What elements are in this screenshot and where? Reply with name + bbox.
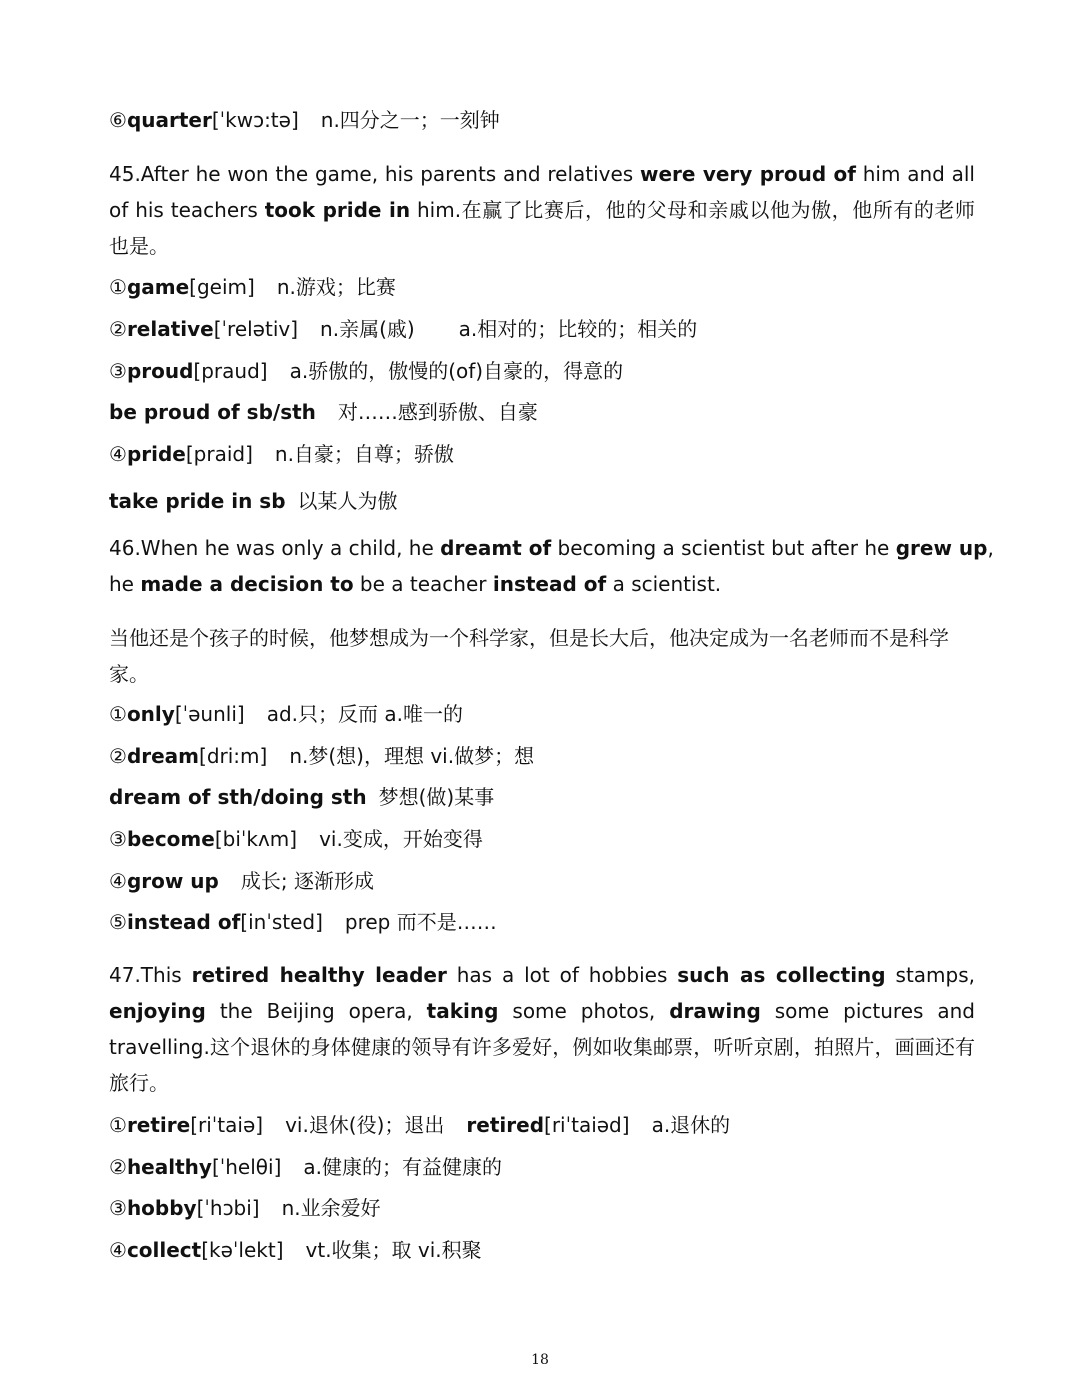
vocab-word: hobby [126, 1196, 197, 1220]
item-number: ③ [109, 827, 127, 851]
vocab-word: healthy [126, 1155, 212, 1179]
key-phrase: took pride in [264, 198, 411, 222]
phrase: take pride in sb [109, 489, 286, 513]
definition: prep 而不是…… [344, 910, 497, 934]
definition: n.自豪；自尊；骄傲 [274, 442, 454, 466]
item-number: ③ [109, 359, 127, 383]
phonetic: [biˈkʌm] [214, 827, 298, 851]
vocab-word: retire [126, 1113, 191, 1137]
key-phrase: grew up [895, 536, 988, 560]
phonetic: [ˈrelətiv] [213, 317, 299, 341]
vocab-proud [109, 359, 975, 383]
vocab-word: pride [126, 442, 186, 466]
vocab-word: only [126, 702, 175, 726]
vocab-only [109, 702, 975, 726]
phonetic: [ˈhɔbi] [196, 1196, 260, 1220]
vocab-relative [109, 317, 975, 341]
definition: vi.退休(役)；退出 [285, 1113, 445, 1137]
phonetic-2: [riˈtaiəd] [544, 1113, 630, 1137]
vocab-dream [109, 744, 975, 768]
definition: n.游戏；比赛 [276, 275, 396, 299]
vocab-hobby [109, 1196, 975, 1220]
vocab-word: instead of [126, 910, 241, 934]
definition: 梦想(做)某事 [378, 785, 495, 809]
phonetic: [inˈsted] [240, 910, 323, 934]
phrase-dream-of [109, 785, 975, 809]
vocab-word: game [126, 275, 190, 299]
page-number: 18 [531, 1352, 549, 1368]
item-number: ⑥ [109, 108, 127, 132]
key-phrase: taking [426, 999, 499, 1023]
definition: n.四分之一；一刻钟 [320, 108, 500, 132]
sentence-46-translation: 当他还是个孩子的时候，他梦想成为一个科学家，但是长大后，他决定成为一名老师而不是科学家。 [109, 626, 949, 686]
vocab-retire [109, 1113, 975, 1137]
phonetic: [ˈəunli] [174, 702, 245, 726]
vocab-collect [109, 1238, 975, 1262]
sentence-46-line-1: 46.When he was only a child, he dreamt of becoming a scientist but after he grew up, [109, 536, 994, 560]
item-number: ② [109, 744, 127, 768]
phonetic: [praid] [185, 442, 253, 466]
vocab-instead-of [109, 910, 975, 934]
phrase-be-proud-of [109, 400, 975, 424]
phonetic: [praud] [193, 359, 268, 383]
definition: a.健康的；有益健康的 [303, 1155, 502, 1179]
item-number: ③ [109, 1196, 127, 1220]
definition: 对……感到骄傲、自豪 [337, 400, 538, 424]
item-number: ④ [109, 869, 127, 893]
vocab-word: grow up [126, 869, 219, 893]
vocab-grow-up [109, 869, 975, 893]
vocab-word: relative [126, 317, 214, 341]
phonetic: [ˈhelθi] [211, 1155, 282, 1179]
definition: n.亲属(戚) [320, 317, 415, 341]
phonetic: [riˈtaiə] [190, 1113, 264, 1137]
phrase-take-pride-in [109, 489, 975, 513]
key-phrase: were very proud of [639, 162, 856, 186]
definition: a.骄傲的，傲慢的(of)自豪的，得意的 [289, 359, 624, 383]
definition: vt.收集；取 vi.积聚 [305, 1238, 482, 1262]
definition: ad.只；反而 a.唯一的 [266, 702, 463, 726]
key-phrase: drawing [669, 999, 761, 1023]
item-number: ④ [109, 1238, 127, 1262]
item-number: ⑤ [109, 910, 127, 934]
phonetic: [dri:m] [199, 744, 268, 768]
definition: vi.变成，开始变得 [319, 827, 483, 851]
vocab-word: become [126, 827, 215, 851]
definition-2: a.退休的 [651, 1113, 731, 1137]
key-phrase: dreamt of [440, 536, 552, 560]
phonetic: [ˈkwɔ:tə] [211, 108, 299, 132]
vocab-become [109, 827, 975, 851]
item-number: ④ [109, 442, 127, 466]
item-number: ② [109, 317, 127, 341]
key-phrase: such as collecting [677, 963, 886, 987]
vocab-pride [109, 442, 975, 466]
phrase: be proud of sb/sth [109, 400, 316, 424]
key-phrase: enjoying [109, 999, 206, 1023]
key-phrase: instead of [492, 572, 607, 596]
vocab-game [109, 275, 975, 299]
item-number: ① [109, 1113, 127, 1137]
item-number: ② [109, 1155, 127, 1179]
definition: n.梦(想)，理想 vi.做梦；想 [289, 744, 535, 768]
key-phrase: retired healthy leader [191, 963, 447, 987]
phonetic: [geim] [189, 275, 255, 299]
phrase: dream of sth/doing sth [109, 785, 367, 809]
phonetic: [kəˈlekt] [201, 1238, 284, 1262]
vocab-word: dream [126, 744, 200, 768]
vocab-healthy [109, 1155, 975, 1179]
item-number: ① [109, 275, 127, 299]
vocab-word: collect [126, 1238, 202, 1262]
definition-2: a.相对的；比较的；相关的 [458, 317, 698, 341]
vocab-quarter [109, 108, 975, 132]
sentence-45: 45.After he won the game, his parents and relatives were very proud of him and all of his teachers took pride in him.在赢了比赛后，他的父母和亲戚以他为傲，他所有的老师也是。 [109, 162, 975, 258]
sentence-46-line-2: he made a decision to be a teacher instead of a scientist. [109, 572, 722, 596]
vocab-word: proud [126, 359, 194, 383]
sentence-47: 47.This retired healthy leader has a lot of hobbies such as collecting stamps, enjoying the Beijing opera, taking some photos, drawing some pictures and travelling.这个退休的身体健康的领导有许多爱好，例如收集邮票，听听京剧，拍照片，画画还有旅行。 [109, 963, 975, 1095]
definition: 成长; 逐渐形成 [240, 869, 374, 893]
definition: 以某人为傲 [297, 489, 398, 513]
vocab-word: quarter [126, 108, 212, 132]
vocab-word-2: retired [466, 1113, 545, 1137]
key-phrase: made a decision to [140, 572, 354, 596]
item-number: ① [109, 702, 127, 726]
definition: n.业余爱好 [281, 1196, 381, 1220]
